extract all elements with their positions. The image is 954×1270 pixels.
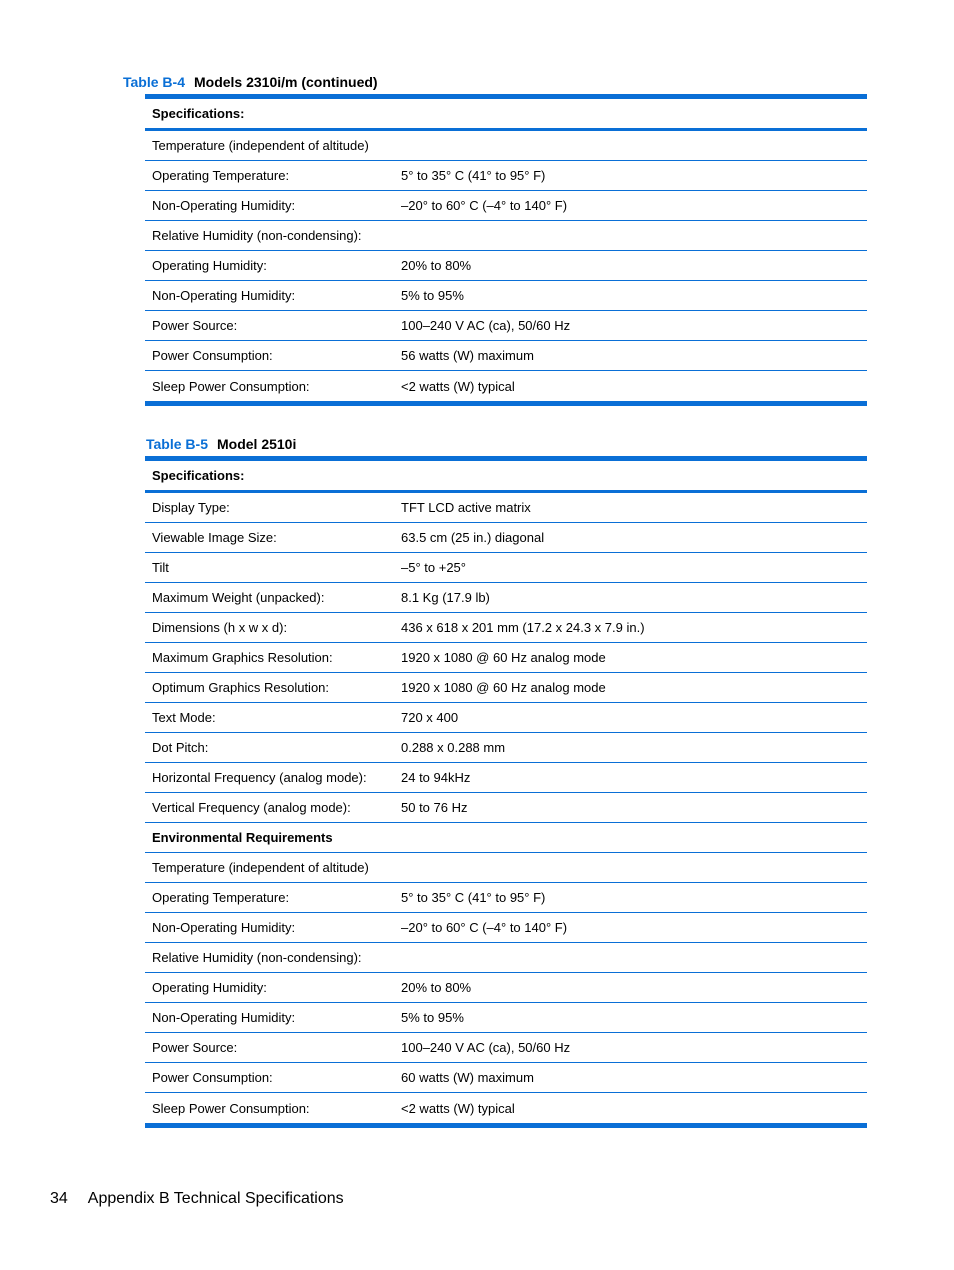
table-b5-title: Model 2510i (216, 436, 297, 452)
table-row (145, 251, 867, 281)
spec-value-cell: 1920 x 1080 @ 60 Hz analog mode (394, 643, 867, 673)
spec-name-cell: Text Mode: (145, 703, 394, 733)
table-row (145, 973, 867, 1003)
spec-name-cell: Maximum Weight (unpacked): (145, 583, 394, 613)
spec-value-cell: 0.288 x 0.288 mm (394, 733, 867, 763)
spec-value-cell (394, 823, 867, 853)
spec-name-cell: Sleep Power Consumption: (145, 1093, 394, 1126)
spec-value-cell (394, 853, 867, 883)
spec-name-cell: Non-Operating Humidity: (145, 191, 394, 221)
table-b5-body (145, 492, 867, 1126)
table-row (145, 523, 867, 553)
spec-name-cell: Relative Humidity (non-condensing): (145, 943, 394, 973)
table-row (145, 853, 867, 883)
table-row (145, 943, 867, 973)
table-row (145, 1003, 867, 1033)
spec-value-cell: <2 watts (W) typical (394, 371, 867, 404)
table-b4-label: Table B-4 (123, 74, 185, 90)
spec-name-cell: Relative Humidity (non-condensing): (145, 221, 394, 251)
spec-name-cell: Maximum Graphics Resolution: (145, 643, 394, 673)
spec-name-cell: Non-Operating Humidity: (145, 1003, 394, 1033)
table-row (145, 703, 867, 733)
page-number: 34 (50, 1190, 68, 1207)
spec-name-cell: Power Consumption: (145, 1063, 394, 1093)
table-row (145, 823, 867, 853)
table-b5-header-row (145, 459, 867, 492)
spec-value-cell: 20% to 80% (394, 973, 867, 1003)
spec-value-cell: TFT LCD active matrix (394, 492, 867, 523)
table-row (145, 371, 867, 404)
table-b5-caption (146, 436, 296, 452)
table-b5-header: Specifications: (145, 459, 867, 492)
table-b5 (145, 456, 867, 1128)
table-row (145, 643, 867, 673)
table-b4-body (145, 130, 867, 404)
spec-value-cell (394, 130, 867, 161)
spec-name-cell: Operating Humidity: (145, 251, 394, 281)
spec-value-cell: 100–240 V AC (ca), 50/60 Hz (394, 311, 867, 341)
table-row (145, 161, 867, 191)
spec-name-cell: Viewable Image Size: (145, 523, 394, 553)
spec-value-cell: 5° to 35° C (41° to 95° F) (394, 161, 867, 191)
table-row (145, 673, 867, 703)
table-b5-label: Table B-5 (146, 436, 208, 452)
spec-name-cell: Operating Humidity: (145, 973, 394, 1003)
table-row (145, 221, 867, 251)
table-b4-header: Specifications: (145, 97, 867, 130)
footer-section-title: Appendix B Technical Specifications (87, 1190, 344, 1207)
table-b4-caption (123, 74, 378, 90)
spec-name-cell: Vertical Frequency (analog mode): (145, 793, 394, 823)
spec-name-cell: Dimensions (h x w x d): (145, 613, 394, 643)
table-row (145, 583, 867, 613)
spec-value-cell: –20° to 60° C (–4° to 140° F) (394, 191, 867, 221)
table-row (145, 733, 867, 763)
spec-value-cell: <2 watts (W) typical (394, 1093, 867, 1126)
spec-value-cell: 5% to 95% (394, 281, 867, 311)
table-row (145, 613, 867, 643)
table-row (145, 191, 867, 221)
spec-value-cell: 50 to 76 Hz (394, 793, 867, 823)
spec-value-cell: 20% to 80% (394, 251, 867, 281)
spec-value-cell: –5° to +25° (394, 553, 867, 583)
spec-value-cell: 8.1 Kg (17.9 lb) (394, 583, 867, 613)
spec-name-cell: Sleep Power Consumption: (145, 371, 394, 404)
spec-value-cell: 436 x 618 x 201 mm (17.2 x 24.3 x 7.9 in.) (394, 613, 867, 643)
table-row (145, 1093, 867, 1126)
spec-value-cell: 5° to 35° C (41° to 95° F) (394, 883, 867, 913)
table-row (145, 793, 867, 823)
spec-name-cell: Dot Pitch: (145, 733, 394, 763)
spec-value-cell: 24 to 94kHz (394, 763, 867, 793)
spec-value-cell: 56 watts (W) maximum (394, 341, 867, 371)
spec-value-cell: 1920 x 1080 @ 60 Hz analog mode (394, 673, 867, 703)
spec-name-cell: Temperature (independent of altitude) (145, 130, 394, 161)
spec-name-cell: Operating Temperature: (145, 161, 394, 191)
spec-name-cell: Horizontal Frequency (analog mode): (145, 763, 394, 793)
table-row (145, 492, 867, 523)
spec-name-cell: Environmental Requirements (145, 823, 394, 853)
table-row (145, 913, 867, 943)
table-row (145, 1033, 867, 1063)
spec-name-cell: Tilt (145, 553, 394, 583)
table-row (145, 763, 867, 793)
spec-value-cell: 60 watts (W) maximum (394, 1063, 867, 1093)
spec-name-cell: Non-Operating Humidity: (145, 913, 394, 943)
spec-name-cell: Non-Operating Humidity: (145, 281, 394, 311)
spec-value-cell (394, 943, 867, 973)
spec-name-cell: Power Consumption: (145, 341, 394, 371)
table-row (145, 341, 867, 371)
page-footer (50, 1190, 344, 1208)
table-b4 (145, 94, 867, 406)
spec-value-cell: 100–240 V AC (ca), 50/60 Hz (394, 1033, 867, 1063)
table-b4-title: Models 2310i/m (continued) (193, 74, 378, 90)
spec-name-cell: Power Source: (145, 311, 394, 341)
spec-value-cell: 5% to 95% (394, 1003, 867, 1033)
table-row (145, 281, 867, 311)
spec-name-cell: Operating Temperature: (145, 883, 394, 913)
spec-value-cell (394, 221, 867, 251)
table-row (145, 130, 867, 161)
spec-name-cell: Display Type: (145, 492, 394, 523)
spec-name-cell: Optimum Graphics Resolution: (145, 673, 394, 703)
table-row (145, 311, 867, 341)
table-row (145, 883, 867, 913)
table-b4-header-row (145, 97, 867, 130)
spec-value-cell: 720 x 400 (394, 703, 867, 733)
spec-name-cell: Temperature (independent of altitude) (145, 853, 394, 883)
spec-name-cell: Power Source: (145, 1033, 394, 1063)
spec-value-cell: 63.5 cm (25 in.) diagonal (394, 523, 867, 553)
table-row (145, 553, 867, 583)
table-row (145, 1063, 867, 1093)
spec-value-cell: –20° to 60° C (–4° to 140° F) (394, 913, 867, 943)
